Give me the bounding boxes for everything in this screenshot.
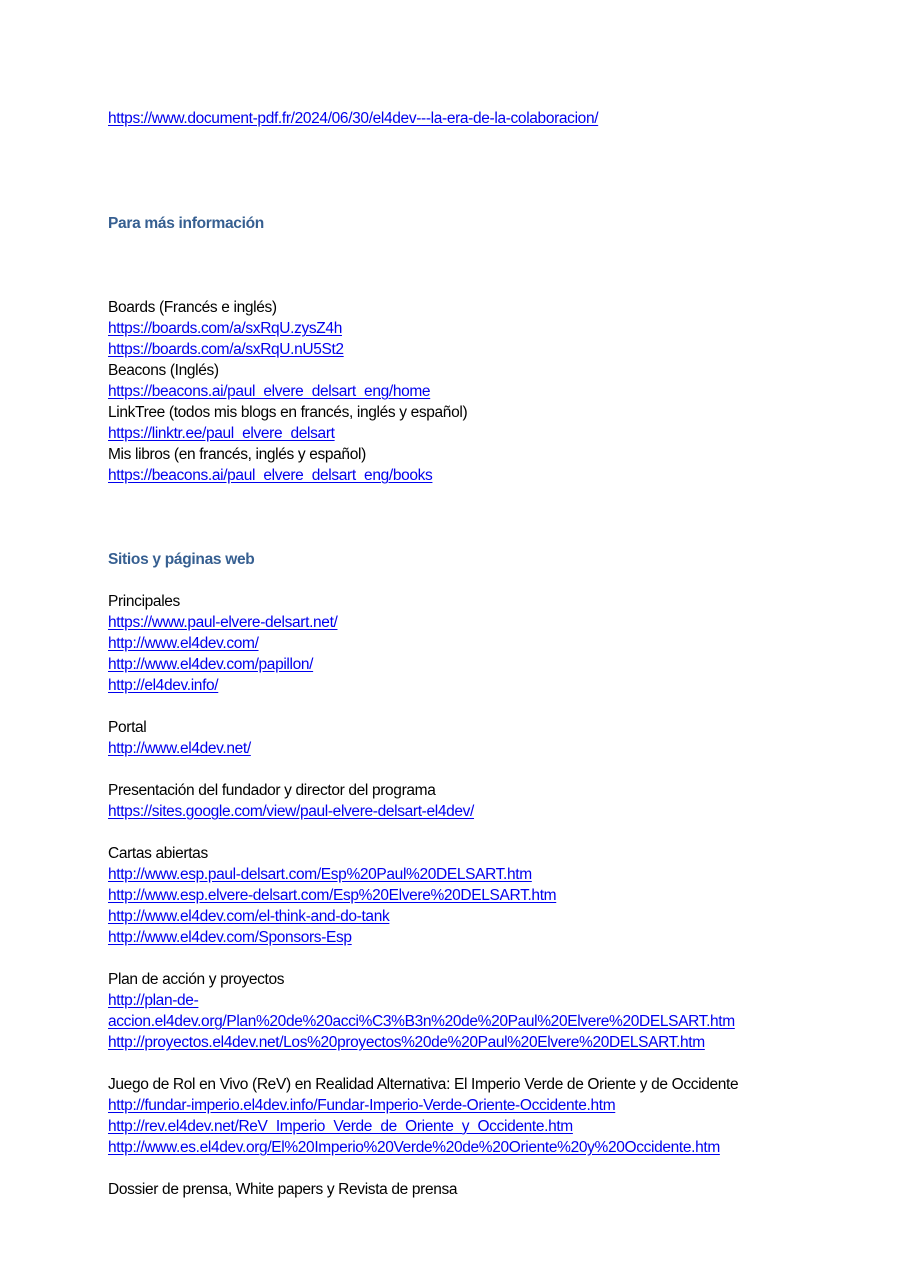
site-link[interactable]: http://www.el4dev.net/ — [108, 740, 251, 757]
sites-group-label: Cartas abiertas — [108, 845, 208, 862]
site-link[interactable]: http://plan-de- — [108, 992, 199, 1009]
site-link[interactable]: http://www.el4dev.com/Sponsors-Esp — [108, 929, 352, 946]
document-page — [108, 108, 868, 1200]
sites-group-label: Dossier de prensa, White papers y Revista de prensa — [108, 1181, 458, 1198]
info-link-books[interactable]: https://beacons.ai/paul_elvere_delsart_eng/books — [108, 467, 433, 484]
top-link-line — [108, 108, 868, 129]
site-link[interactable]: http://www.esp.paul-delsart.com/Esp%20Paul%20DELSART.htm — [108, 866, 532, 883]
site-link[interactable]: http://www.el4dev.com/ — [108, 635, 259, 652]
site-link[interactable]: http://www.es.el4dev.org/El%20Imperio%20Verde%20de%20Oriente%20y%20Occidente.htm — [108, 1139, 720, 1156]
info-label-boards: Boards (Francés e inglés) — [108, 299, 277, 316]
site-link[interactable]: http://fundar-imperio.el4dev.info/Fundar-Imperio-Verde-Oriente-Occidente.htm — [108, 1097, 616, 1114]
site-link[interactable]: https://www.paul-elvere-delsart.net/ — [108, 614, 338, 631]
info-link-beacons[interactable]: https://beacons.ai/paul_elvere_delsart_eng/home — [108, 383, 431, 400]
site-link[interactable]: https://sites.google.com/view/paul-elvere-delsart-el4dev/ — [108, 803, 475, 820]
sites-group-label: Principales — [108, 593, 180, 610]
site-link[interactable]: http://www.el4dev.com/papillon/ — [108, 656, 314, 673]
info-label-linktree: LinkTree (todos mis blogs en francés, inglés y español) — [108, 404, 468, 421]
info-heading: Para más información — [108, 215, 264, 232]
sites-group-label: Presentación del fundador y director del programa — [108, 782, 436, 799]
sites-group-label: Plan de acción y proyectos — [108, 971, 285, 988]
site-link[interactable]: http://www.el4dev.com/el-think-and-do-tank — [108, 908, 390, 925]
top-link[interactable]: https://www.document-pdf.fr/2024/06/30/el4dev---la-era-de-la-colaboracion/ — [108, 110, 599, 127]
site-link[interactable]: http://www.esp.elvere-delsart.com/Esp%20Elvere%20DELSART.htm — [108, 887, 557, 904]
sites-group-principales — [108, 591, 868, 696]
site-link[interactable]: http://proyectos.el4dev.net/Los%20proyectos%20de%20Paul%20Elvere%20DELSART.htm — [108, 1034, 705, 1051]
info-label-beacons: Beacons (Inglés) — [108, 362, 219, 379]
info-label-books: Mis libros (en francés, inglés y español) — [108, 446, 366, 463]
sites-group-plan — [108, 969, 868, 1053]
sites-group-juego — [108, 1074, 868, 1158]
info-link-linktree[interactable]: https://linktr.ee/paul_elvere_delsart — [108, 425, 335, 442]
sites-group-label: Juego de Rol en Vivo (ReV) en Realidad Alternativa: El Imperio Verde de Oriente y de Occidente — [108, 1076, 739, 1093]
sites-group-cartas — [108, 843, 868, 948]
sites-group-portal — [108, 717, 868, 759]
sites-heading: Sitios y páginas web — [108, 551, 255, 568]
info-link-boards-2[interactable]: https://boards.com/a/sxRqU.nU5St2 — [108, 341, 344, 358]
site-link[interactable]: accion.el4dev.org/Plan%20de%20acci%C3%B3n%20de%20Paul%20Elvere%20DELSART.htm — [108, 1013, 735, 1030]
info-link-boards-1[interactable]: https://boards.com/a/sxRqU.zysZ4h — [108, 320, 342, 337]
sites-group-label: Portal — [108, 719, 147, 736]
info-list — [108, 297, 868, 486]
site-link[interactable]: http://el4dev.info/ — [108, 677, 219, 694]
sites-group-presentacion — [108, 780, 868, 822]
sites-group-dossier — [108, 1179, 868, 1200]
site-link[interactable]: http://rev.el4dev.net/ReV_Imperio_Verde_de_Oriente_y_Occidente.htm — [108, 1118, 573, 1135]
